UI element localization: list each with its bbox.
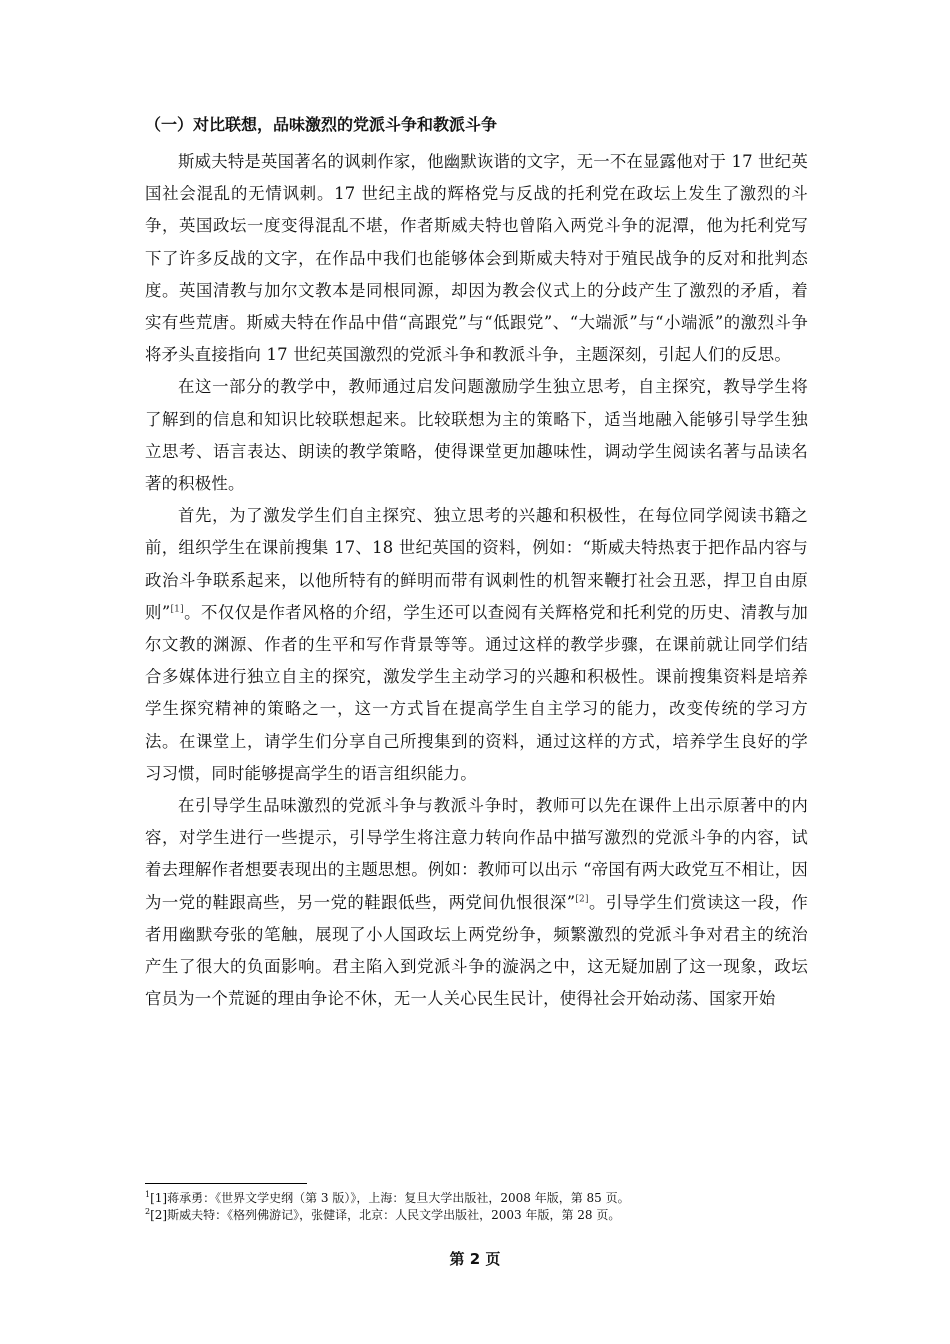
footnote-2-mark: 2 (145, 1207, 151, 1216)
paragraph-1 (145, 146, 808, 371)
footnote-2-text: [2]斯威夫特：《格列佛游记》，张健译，北京：人民文学出版社，2003 年版，第 28 页。 (150, 1208, 621, 1222)
footnote-2 (145, 1207, 808, 1224)
section-heading: （一）对比联想，品味激烈的党派斗争和教派斗争 (145, 115, 498, 134)
footnotes (145, 1183, 808, 1224)
paragraph-4 (145, 790, 808, 1015)
footnote-1-text: [1]蒋承勇：《世界文学史纲（第 3 版）》，上海：复旦大学出版社，2008 年版，第 85 页。 (150, 1191, 630, 1205)
paragraph-4-text-before: 在引导学生品味激烈的党派斗争与教派斗争时，教师可以先在课件上出示原著中的内容，对学生进行一些提示，引导学生将注意力转向作品中描写激烈的党派斗争的内容，试着去理解作者想要表现出的主题思想。例如：教师可以出示 “帝国有两大政党互不相让，因为一党的鞋跟高些，另一党的鞋跟低些，两党间仇恨很深” (145, 796, 808, 912)
paragraph-3-text-after: 。不仅仅是作者风格的介绍，学生还可以查阅有关辉格党和托利党的历史、清教与加尔文教的渊源、作者的生平和写作背景等等。通过这样的教学步骤，在课前就让同学们结合多媒体进行独立自主的探究，激发学生主动学习的兴趣和积极性。课前搜集资料是培养学生探究精神的策略之一，这一方式旨在提高学生自主学习的能力，改变传统的学习方法。在课堂上，请学生们分享自己所搜集到的资料，通过这样的方式，培养学生良好的学习习惯，同时能够提高学生的语言组织能力。 (145, 602, 808, 783)
paragraph-1-text: 斯威夫特是英国著名的讽刺作家，他幽默诙谐的文字，无一不在显露他对于 17 世纪英国社会混乱的无情讽刺。17 世纪主战的辉格党与反战的托利党在政坛上发生了激烈的斗争，英国政坛一度变得混乱不堪，作者斯威夫特也曾陷入两党斗争的泥潭，他为托利党写下了许多反战的文字，在作品中我们也能够体会到斯威夫特对于殖民战争的反对和批判态度。英国清教与加尔文教本是同根同源，却因为教会仪式上的分歧产生了激烈的矛盾，着实有些荒唐。斯威夫特在作品中借“高跟党”与“低跟党”、“大端派”与“小端派”的激烈斗争将矛头直接指向 17 世纪英国激烈的党派斗争和教派斗争，主题深刻，引起人们的反思。 (145, 152, 808, 365)
page-number: 第 2 页 (449, 1250, 501, 1268)
footnote-1-mark: 1 (145, 1190, 151, 1199)
footnote-1 (145, 1190, 808, 1207)
citation-ref-1[interactable]: [1] (170, 604, 184, 615)
paragraph-3-text-before: 首先，为了激发学生们自主探究、独立思考的兴趣和积极性，在每位同学阅读书籍之前，组织学生在课前搜集 17、18 世纪英国的资料，例如：“斯威夫特热衷于把作品内容与政治斗争联系起来，以他所特有的鲜明而带有讽刺性的机智来鞭打社会丑恶，捍卫自由原则” (145, 506, 808, 622)
paragraph-3 (145, 500, 808, 790)
paragraph-4-text-after: 。引导学生们赏读这一段，作者用幽默夸张的笔触，展现了小人国政坛上两党纷争，频繁激烈的党派斗争对君主的统治产生了很大的负面影响。君主陷入到党派斗争的漩涡之中，这无疑加剧了这一现象，政坛官员为一个荒诞的理由争论不休，无一人关心民生民计，使得社会开始动荡、国家开始 (145, 892, 808, 1009)
body-content (145, 113, 808, 1015)
paragraph-2-text: 在这一部分的教学中，教师通过启发问题激励学生独立思考，自主探究，教导学生将了解到的信息和知识比较联想起来。比较联想为主的策略下，适当地融入能够引导学生独立思考、语言表达、朗读的教学策略，使得课堂更加趣味性，调动学生阅读名著与品读名著的积极性。 (145, 377, 808, 494)
paragraph-2 (145, 371, 808, 500)
footnote-divider (145, 1183, 307, 1184)
citation-ref-2[interactable]: [2] (575, 894, 589, 905)
